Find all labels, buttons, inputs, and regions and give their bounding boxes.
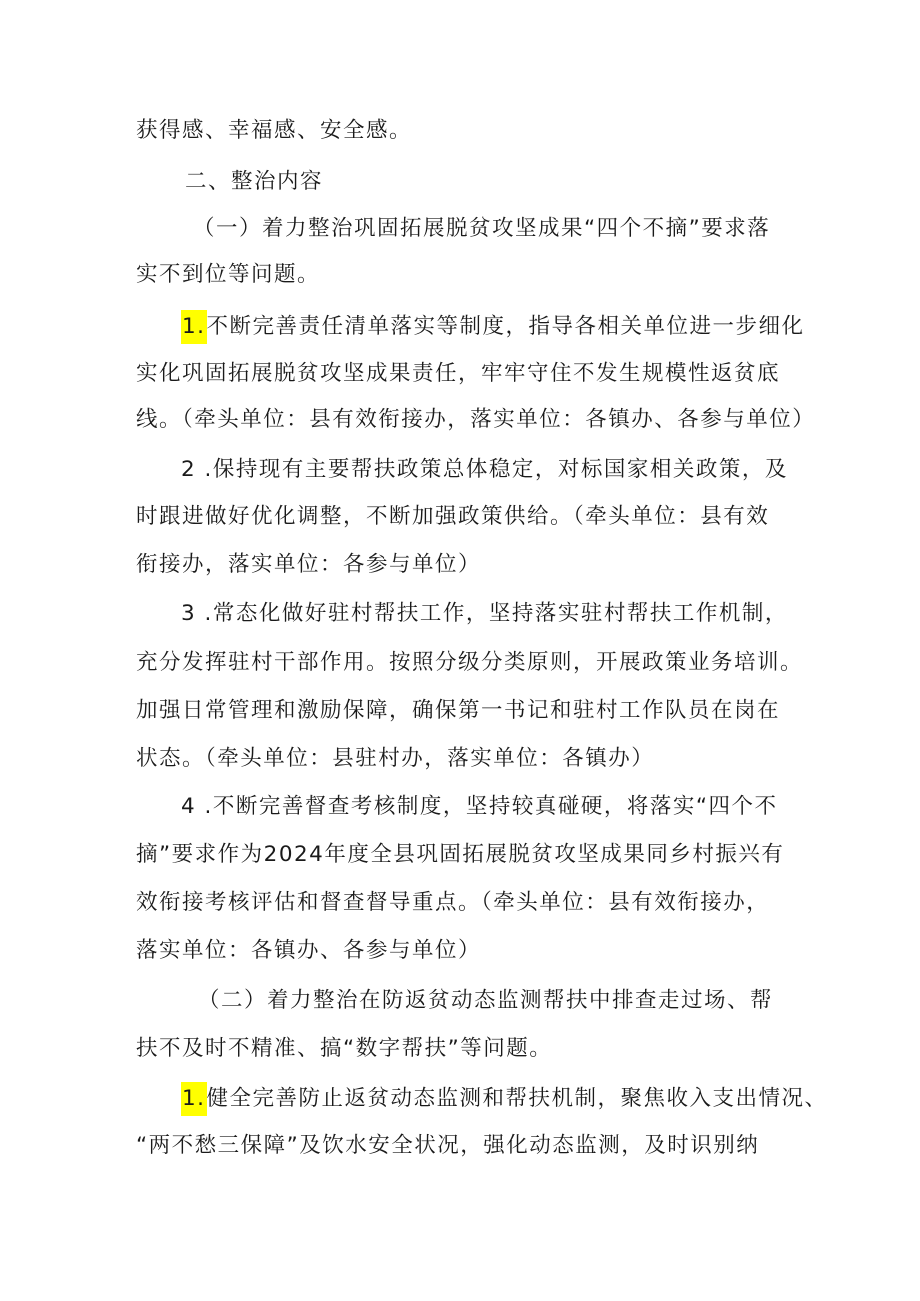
line-text: 落实单位：各镇办、各参与单位） [136,938,482,963]
line-text: 实化巩固拓展脱贫攻坚成果责任，牢牢守住不发生规模性返贫底 [136,361,781,386]
line-text: 效衔接考核评估和督查督导重点。（牵头单位：县有效衔接办， [136,890,770,915]
text-line [136,1034,552,1064]
section-heading [185,167,323,197]
text-line [136,888,769,918]
highlighted-number-marker: 1. [181,310,207,344]
text-line [136,502,769,532]
line-text: （一）着力整治巩固拓展脱贫攻坚成果“四个不摘”要求落 [193,216,771,241]
text-line [136,116,412,146]
text-line [136,405,815,435]
subsection-heading [198,986,773,1016]
line-text: 时跟进做好优化调整，不断加强政策供给。（牵头单位：县有效 [136,504,770,529]
text-line [136,1131,759,1161]
line-text: 获得感、幸福感、安全感。 [136,118,413,143]
text-line [136,359,780,389]
list-item [181,1082,828,1116]
text-line [136,696,780,726]
line-text: 实不到位等问题。 [136,262,321,287]
list-item [181,310,805,344]
line-text: 加强日常管理和激励保障，确保第一书记和驻村工作队员在岗在 [136,698,781,723]
text-line [136,744,654,774]
list-item [181,599,788,629]
line-text: 扶不及时不精准、搞“数字帮扶”等问题。 [136,1036,553,1061]
text-line [136,550,481,580]
text-line [136,840,784,870]
subsection-heading [193,214,770,244]
line-text: “两不愁三保障”及饮水安全状况，强化动态监测，及时识别纳 [136,1133,760,1158]
line-text: 状态。（牵头单位：县驻村办，落实单位：各镇办） [136,746,655,771]
line-text: 4 .不断完善督查考核制度，坚持较真碰硬，将落实“四个不 [181,794,778,819]
line-text: 2 .保持现有主要帮扶政策总体稳定，对标国家相关政策，及 [181,457,788,482]
list-item [181,455,788,485]
line-text: 衔接办，落实单位：各参与单位） [136,552,482,577]
list-item [181,792,778,822]
line-text: 线。（牵头单位：县有效衔接办，落实单位：各镇办、各参与单位） [136,407,816,432]
text-line [136,936,481,966]
line-text: 3 .常态化做好驻村帮扶工作，坚持落实驻村帮扶工作机制， [181,601,788,626]
highlighted-number-marker: 1. [181,1082,207,1116]
line-text: 摘”要求作为2024年度全县巩固拓展脱贫攻坚成果同乡村振兴有 [136,842,785,867]
line-text: 充分发挥驻村干部作用。按照分级分类原则，开展政策业务培训。 [136,650,804,675]
line-text: （二）着力整治在防返贫动态监测帮扶中排查走过场、帮 [198,988,774,1013]
line-text: 健全完善防止返贫动态监测和帮扶机制，聚焦收入支出情况、 [206,1086,828,1111]
text-line [136,260,320,290]
text-line [136,648,803,678]
line-text: 不断完善责任清单落实等制度，指导各相关单位进一步细化 [206,314,805,339]
line-text: 二、整治内容 [185,169,324,194]
